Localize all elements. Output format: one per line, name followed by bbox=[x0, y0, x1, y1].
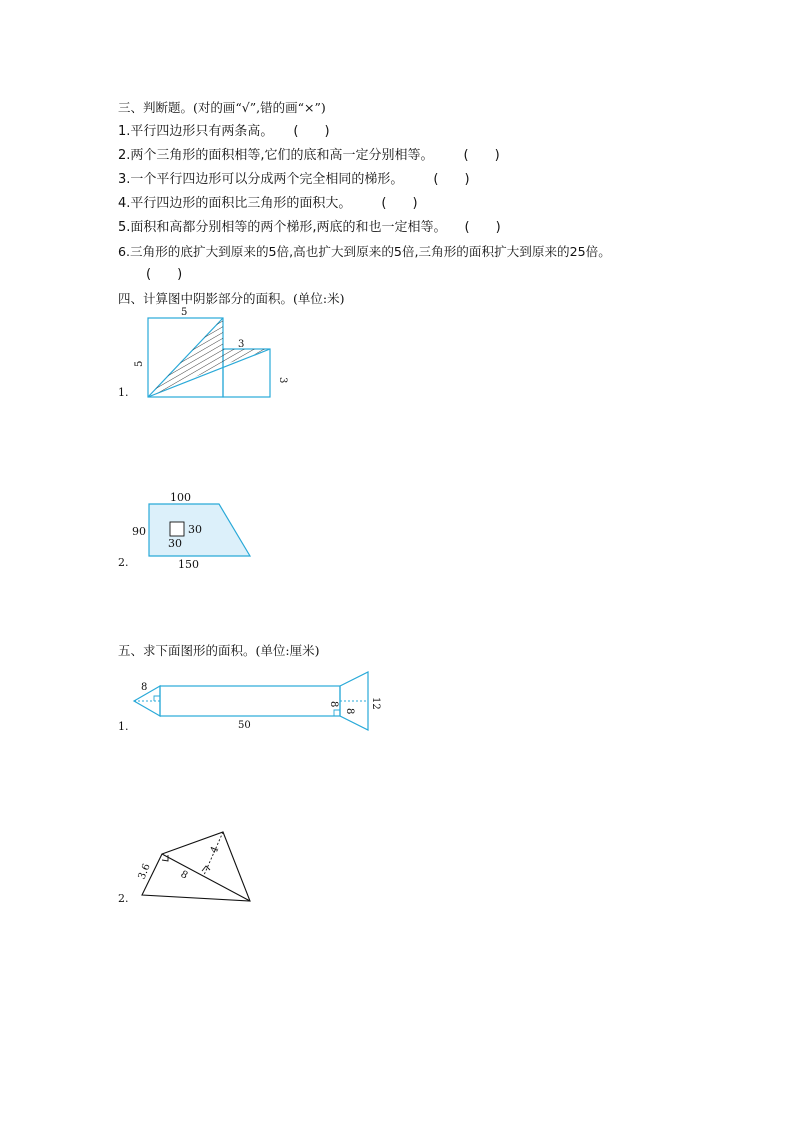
s4-fig2-square-side-label: 30 bbox=[188, 523, 202, 536]
q3-text: 3.一个平行四边形可以分成两个完全相同的梯形。 bbox=[118, 172, 404, 187]
s4-fig1-mid-label: 3 bbox=[238, 339, 245, 350]
s4-fig2-bottom-label: 150 bbox=[178, 558, 199, 571]
s4-fig2-left-label: 90 bbox=[132, 525, 146, 538]
q1-text: 1.平行四边形只有两条高。 bbox=[118, 124, 274, 139]
q2-answer-paren[interactable]: ( ) bbox=[463, 148, 500, 163]
q2 bbox=[118, 147, 500, 165]
s5-fig1-right-inner-label: 8 bbox=[344, 708, 355, 715]
s5-fig1-right-base-label: 12 bbox=[370, 697, 381, 710]
s5-fig2-diagonal-label: 8 bbox=[178, 868, 190, 882]
q3 bbox=[118, 171, 470, 189]
s5-fig1-rect-height-label: 8 bbox=[328, 701, 339, 708]
section3-title: 三、判断题。(对的画“√”,错的画“×”) bbox=[118, 100, 326, 115]
s4-fig2-square-bottom-label: 30 bbox=[168, 537, 182, 550]
s5-fig1-left-triangle-label: 8 bbox=[141, 682, 148, 693]
section5-title: 五、求下面图形的面积。(单位:厘米) bbox=[118, 643, 320, 658]
s4-fig1-left-label: 5 bbox=[134, 360, 145, 367]
s4-fig1-top-label: 5 bbox=[181, 307, 188, 318]
q1-answer-paren[interactable]: ( ) bbox=[293, 124, 330, 139]
s4-fig2-top-label: 100 bbox=[170, 491, 191, 504]
q6-answer-paren[interactable]: ( ) bbox=[146, 267, 183, 282]
s5-fig2-diagram bbox=[128, 824, 268, 908]
s4-fig2-diagram bbox=[128, 490, 268, 574]
q1 bbox=[118, 123, 330, 141]
s4-fig1-diagram bbox=[130, 305, 290, 405]
q5 bbox=[118, 219, 501, 237]
section4-title: 四、计算图中阴影部分的面积。(单位:米) bbox=[118, 291, 345, 306]
q4-answer-paren[interactable]: ( ) bbox=[381, 196, 418, 211]
q5-text: 5.面积和高都分别相等的两个梯形,两底的和也一定相等。 bbox=[118, 220, 447, 235]
q2-text: 2.两个三角形的面积相等,它们的底和高一定分别相等。 bbox=[118, 148, 434, 163]
q4 bbox=[118, 195, 418, 213]
s5-fig1-number: 1. bbox=[118, 720, 129, 733]
q5-answer-paren[interactable]: ( ) bbox=[464, 220, 501, 235]
s5-fig1-rect-length-label: 50 bbox=[238, 720, 251, 731]
s5-fig1-diagram bbox=[128, 668, 388, 734]
s4-fig1-right-label: 3 bbox=[277, 377, 288, 384]
q6-text: 6.三角形的底扩大到原来的5倍,高也扩大到原来的5倍,三角形的面积扩大到原来的25倍。 bbox=[118, 244, 611, 259]
q3-answer-paren[interactable]: ( ) bbox=[433, 172, 470, 187]
s4-fig1-number: 1. bbox=[118, 386, 129, 399]
s5-fig2-side-label: 3.6 bbox=[136, 862, 153, 882]
s4-fig2-number: 2. bbox=[118, 556, 129, 569]
s5-fig2-number: 2. bbox=[118, 892, 129, 905]
q4-text: 4.平行四边形的面积比三角形的面积大。 bbox=[118, 196, 352, 211]
s5-fig2-height-label: 4 bbox=[208, 844, 222, 856]
